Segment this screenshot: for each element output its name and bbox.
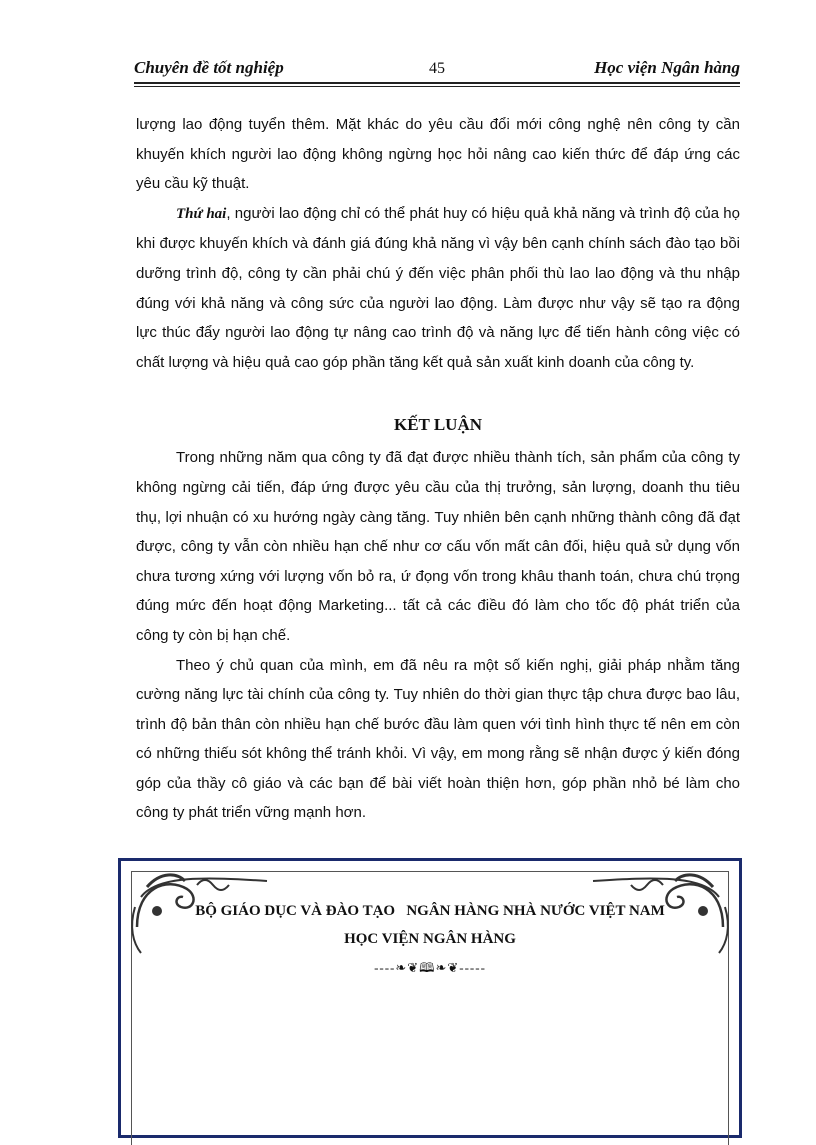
- cover-page-frame: [118, 858, 742, 1138]
- paragraph-second-point: [136, 199, 740, 378]
- cover-ornament-divider: ----❧❦🕮❧❦-----: [374, 960, 486, 975]
- header-rule-thin: [134, 86, 740, 87]
- section-heading: KẾT LUẬN: [393, 415, 482, 435]
- paragraph-second-point-text: , người lao động chỉ có thể phát huy có hiệu quả khả năng và trình độ của họ khi được khuyến khích và đánh giá đúng khả năng vì vậy bên cạnh chính sách đào tạo bồi dưỡng trình độ, công ty cần phải chú ý đến việc phân phối thù lao lao động và thu nhập đúng với khả năng và công sức của người lao động. Làm được như vậy sẽ tạo ra động lực thúc đẩy người lao động tự nâng cao trình độ và năng lực để tiến hành công việc có chất lượng và hiệu quả cao góp phần tăng kết quả sản xuất kinh doanh của công ty.: [136, 204, 740, 371]
- document-body: [136, 110, 740, 828]
- cover-academy-name: HỌC VIỆN NGÂN HÀNG: [344, 931, 516, 947]
- page-header: [134, 56, 740, 82]
- header-institution: Học viện Ngân hàng: [594, 58, 740, 77]
- cover-ministry-line: BỘ GIÁO DỤC VÀ ĐÀO TẠO NGÂN HÀNG NHÀ NƯỚC VIỆT NAM: [195, 903, 665, 919]
- paragraph-lead-term: Thứ hai: [176, 205, 227, 222]
- header-rule-thick: [134, 82, 740, 84]
- paragraph-conclusion-1: Trong những năm qua công ty đã đạt được nhiều thành tích, sản phẩm của công ty không ngừng cải tiến, đáp ứng được yêu cầu của thị trưởng, sản lượng, doanh thu tiêu thụ, lợi nhuận có xu hướng ngày càng tăng. Tuy nhiên bên cạnh những thành công đã đạt được, công ty vẫn còn nhiều hạn chế như cơ cấu vốn mất cân đối, hiệu quả sử dụng vốn chưa tương xứng với lượng vốn bỏ ra, ứ đọng vốn trong khâu thanh toán, chưa chú trọng đúng mức đến hoạt động Marketing... tất cả các điều đó làm cho tốc độ phát triển của công ty còn bị hạn chế.: [136, 449, 740, 644]
- header-document-type: Chuyên đề tốt nghiệp: [134, 58, 284, 77]
- header-page-number: 45: [429, 60, 445, 77]
- paragraph-continuation: lượng lao động tuyển thêm. Mặt khác do yêu cầu đổi mới công nghệ nên công ty cần khuyến khích người lao động không ngừng học hỏi nâng cao kiến thức để đáp ứng các yêu cầu kỹ thuật.: [136, 116, 740, 193]
- paragraph-conclusion-2: Theo ý chủ quan của mình, em đã nêu ra một số kiến nghị, giải pháp nhằm tăng cường năng lực tài chính của công ty. Tuy nhiên do thời gian thực tập chưa được bao lâu, trình độ bản thân còn nhiều hạn chế bước đầu làm quen với tình hình thực tế nên em còn có những thiếu sót không thể tránh khỏi. Vì vậy, em mong rằng sẽ nhận được ý kiến đóng góp của thầy cô giáo và các bạn để bài viết hoàn thiện hơn, góp phần nhỏ bé làm cho công ty phát triển vững mạnh hơn.: [136, 656, 740, 822]
